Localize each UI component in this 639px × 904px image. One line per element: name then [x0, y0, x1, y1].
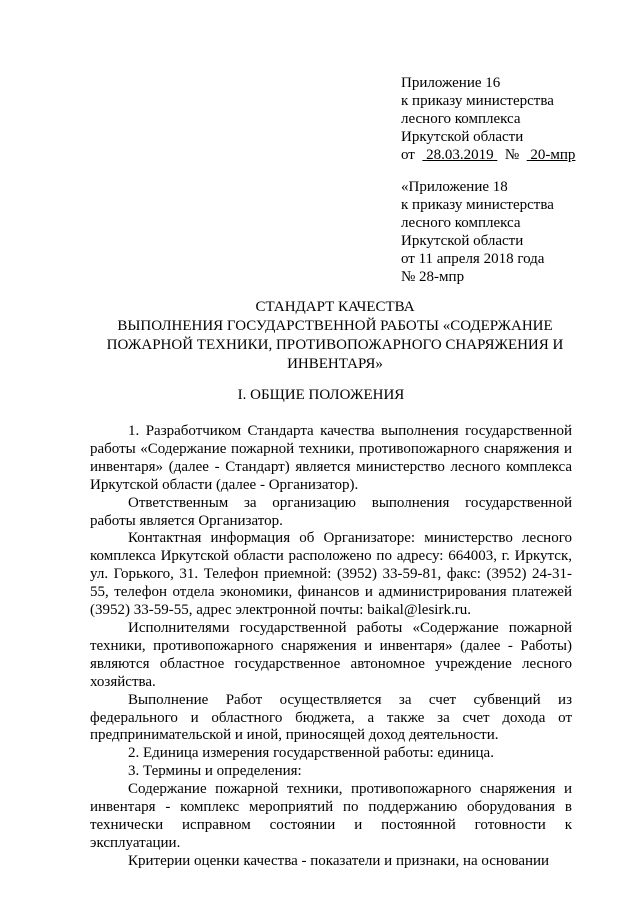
- appendix-date-line: [401, 146, 631, 164]
- title-line: ИНВЕНТАРЯ»: [287, 356, 383, 372]
- section-heading: I. ОБЩИЕ ПОЛОЖЕНИЯ: [237, 387, 405, 403]
- appendix-line: лесного комплекса: [401, 215, 521, 231]
- paragraph: 1. Разработчиком Стандарта качества выполнения государственной работы «Содержание пожарной техники, противопожарного снаряжения и инвентаря» (далее - Стандарт) является министерство лесного комплекса Иркутской области (далее - Организатор).: [90, 423, 572, 493]
- appendix-line: «Приложение 18: [401, 179, 508, 195]
- appendix-date: 28.03.2019: [426, 147, 494, 163]
- appendix-header-new: [401, 74, 631, 164]
- paragraph: 2. Единица измерения государственной работы: единица.: [128, 745, 494, 762]
- date-prefix: от: [401, 147, 415, 163]
- paragraph: 3. Термины и определения:: [128, 763, 302, 780]
- document-body: [90, 423, 572, 871]
- appendix-line: Иркутской области: [401, 129, 524, 145]
- document-title: [100, 298, 570, 374]
- paragraph: Контактная информация об Организаторе: министерство лесного комплекса Иркутской области расположено по адресу: 664003, г. Иркутск, ул. Горького, 31. Телефон приемной: (3952) 33-59-81, факс: (3952) 24-31-55, телефон отдела экономики, финансов и администрирования платежей (3952) 33-59-55, адрес электронной почты: baikal@lesirk.ru.: [90, 530, 572, 619]
- appendix-line: лесного комплекса: [401, 111, 521, 127]
- title-line: ПОЖАРНОЙ ТЕХНИКИ, ПРОТИВОПОЖАРНОГО СНАРЯЖЕНИЯ И: [106, 337, 564, 353]
- paragraph: Содержание пожарной техники, противопожарного снаряжения и инвентаря - комплекс мероприятий по поддержанию оборудования в технически исправном состоянии и постоянной готовности к эксплуатации.: [90, 781, 572, 851]
- appendix-line: к приказу министерства: [401, 93, 554, 109]
- appendix-line: от 11 апреля 2018 года: [401, 251, 545, 267]
- appendix-number: 20-мпр: [530, 147, 576, 163]
- appendix-line: Приложение 16: [401, 75, 501, 91]
- appendix-line: к приказу министерства: [401, 197, 554, 213]
- paragraph: Выполнение Работ осуществляется за счет субвенций из федерального и областного бюджета, а также за счет дохода от предпринимательской и иной, приносящей доход деятельности.: [90, 691, 572, 744]
- number-sign: №: [504, 147, 520, 163]
- appendix-line: Иркутской области: [401, 233, 524, 249]
- paragraph: Критерии оценки качества - показатели и признаки, на основании: [128, 852, 550, 869]
- paragraph: Ответственным за организацию выполнения государственной работы является Организатор.: [90, 494, 572, 529]
- appendix-header-old: [401, 178, 631, 286]
- title-line: СТАНДАРТ КАЧЕСТВА: [255, 299, 415, 315]
- title-line: ВЫПОЛНЕНИЯ ГОСУДАРСТВЕННОЙ РАБОТЫ «СОДЕРЖАНИЕ: [117, 318, 553, 334]
- appendix-line: № 28-мпр: [401, 269, 465, 285]
- paragraph: Исполнителями государственной работы «Содержание пожарной техники, противопожарного снаряжения и инвентаря» (далее - Работы) являются областное государственное автономное учреждение лесного хозяйства.: [90, 619, 572, 690]
